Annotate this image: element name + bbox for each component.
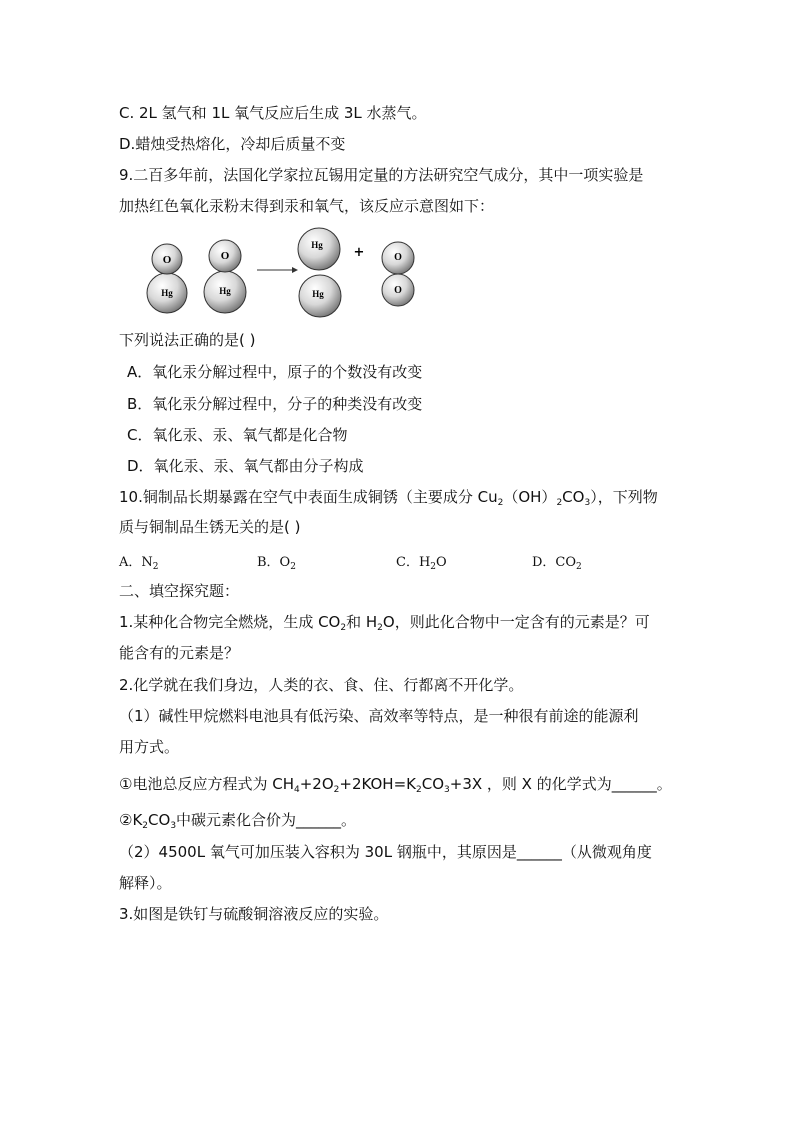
line-text: 2.化学就在我们身边，人类的衣、食、住、行都离不开化学。 <box>119 676 524 694</box>
q9-option-c <box>127 425 347 445</box>
line-text: ①电池总反应方程式为 CH <box>119 775 294 793</box>
hg-atom-product-1 <box>298 228 340 270</box>
q9-option-b <box>127 394 422 414</box>
line-text: 10.铜制品长期暴露在空气中表面生成铜锈（主要成分 Cu <box>119 488 498 506</box>
subscript: 2 <box>416 785 422 795</box>
q10-option-a: A．$N_2$ <box>119 555 159 572</box>
fill-q1-line-1 <box>119 612 650 638</box>
line-text: CO <box>562 488 585 506</box>
q9-line-2 <box>119 196 494 216</box>
plus-sign: + <box>353 245 365 260</box>
fill-q2-equation <box>119 774 672 800</box>
reaction-arrow <box>257 267 298 273</box>
q10-option-c: C．$H_2O$ <box>396 555 447 572</box>
q10-line-1 <box>119 487 658 513</box>
q9-line-1 <box>119 165 643 185</box>
hg-label: Hg <box>161 288 173 298</box>
fill-q2-part2-line-1 <box>119 842 652 862</box>
hgo-molecule-2 <box>204 240 246 313</box>
line-text: +3X ，则 X 的化学式为______。 <box>449 775 672 793</box>
q10-options <box>119 551 619 571</box>
subscript: 2 <box>340 623 347 633</box>
o-label: O <box>394 252 402 263</box>
subscript: 2 <box>142 821 149 831</box>
line-text: D．氧化汞、汞、氧气都由分子构成 <box>127 457 364 475</box>
subscript: 2 <box>556 498 563 508</box>
q9-prompt <box>119 330 255 350</box>
line-text: 解释）。 <box>119 874 172 892</box>
line-text: O，则此化合物中一定含有的元素是？可 <box>382 613 650 631</box>
line-text: +2KOH=K <box>339 775 416 793</box>
q9-option-a <box>127 362 422 382</box>
line-text: 质与铜制品生锈无关的是( ) <box>119 518 301 536</box>
hgo-molecule-1 <box>147 244 187 313</box>
hg-label: Hg <box>312 289 324 299</box>
subscript: 2 <box>497 498 504 508</box>
q9-option-d <box>127 456 364 476</box>
mercury-oxide-diagram <box>140 226 440 326</box>
subscript: 3 <box>170 821 177 831</box>
line-text: 下列说法正确的是( ) <box>119 331 256 349</box>
line-text: 和 H <box>346 613 378 631</box>
subscript: 2 <box>333 785 340 795</box>
o2-molecule <box>382 242 414 306</box>
hg-label: Hg <box>311 240 323 250</box>
subscript: 2 <box>377 623 383 633</box>
subscript: 3 <box>444 785 450 795</box>
fill-q2-part1-line-2 <box>119 737 179 757</box>
fill-q2-part2-line-2 <box>119 873 172 893</box>
q10-option-d: D．$CO_2$ <box>532 555 582 572</box>
line-text: +2O <box>299 775 334 793</box>
hg-atom-product-2 <box>299 275 341 317</box>
line-text: 加热红色氧化汞粉末得到汞和氧气，该反应示意图如下： <box>119 197 495 215</box>
line-text: （1）碱性甲烷燃料电池具有低污染、高效率等特点，是一种很有前途的能源利 <box>119 707 639 725</box>
line-option-c <box>119 103 427 123</box>
q10-option-b: B．$O_2$ <box>257 555 296 572</box>
line-text: 能含有的元素是？ <box>119 644 240 662</box>
line-text: B．氧化汞分解过程中，分子的种类没有改变 <box>127 395 423 413</box>
line-text: 9.二百多年前，法国化学家拉瓦锡用定量的方法研究空气成分，其中一项实验是 <box>119 166 644 184</box>
section-heading <box>119 581 239 601</box>
line-option-d <box>119 134 345 154</box>
line-text: CO <box>421 775 445 793</box>
line-text: A．氧化汞分解过程中，原子的个数没有改变 <box>127 363 423 381</box>
line-text: 二、填空探究题： <box>119 582 240 600</box>
fill-q2-valence <box>119 810 356 836</box>
o-label: O <box>220 250 230 262</box>
line-text: 中碳元素化合价为______。 <box>176 811 357 829</box>
subscript: 4 <box>293 785 300 795</box>
fill-q2-part1-line-1 <box>119 706 639 726</box>
line-text: 用方式。 <box>119 738 180 756</box>
line-text: C．氧化汞、汞、氧气都是化合物 <box>127 426 348 444</box>
fill-q2 <box>119 675 523 695</box>
line-text: CO <box>148 811 171 829</box>
hg-label: Hg <box>219 286 231 296</box>
line-text: C. 2L 氢气和 1L 氧气反应后生成 3L 水蒸气。 <box>119 104 427 122</box>
subscript: 3 <box>584 498 591 508</box>
line-text: ），下列物 <box>590 488 658 506</box>
line-text: ②K <box>119 811 143 829</box>
o-label: O <box>162 254 172 266</box>
fill-q3 <box>119 904 388 924</box>
q10-line-2 <box>119 517 300 537</box>
line-text: D.蜡烛受热熔化，冷却后质量不变 <box>119 135 346 153</box>
o-label: O <box>394 285 402 296</box>
line-text: 3.如图是铁钉与硫酸铜溶液反应的实验。 <box>119 905 389 923</box>
line-text: （2）4500L 氧气可加压装入容积为 30L 钢瓶中，其原因是______（从微观角度 <box>119 843 652 861</box>
line-text: （OH） <box>503 488 557 506</box>
fill-q1-line-2 <box>119 643 239 663</box>
line-text: 1.某种化合物完全燃烧，生成 CO <box>119 613 341 631</box>
